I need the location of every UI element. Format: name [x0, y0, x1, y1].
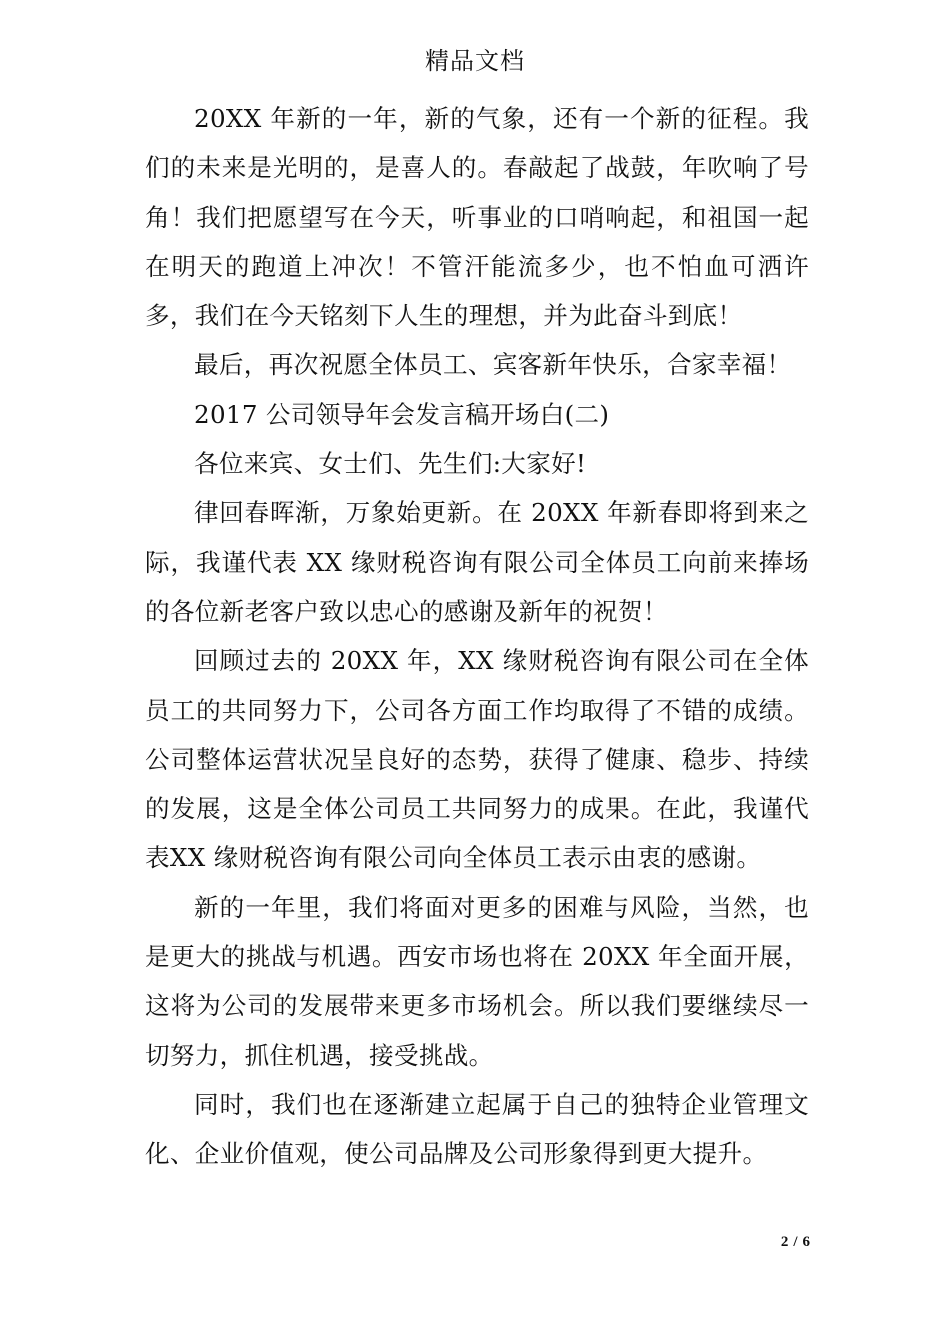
- section-heading: 2017 公司领导年会发言稿开场白(二): [194, 399, 610, 429]
- page-number: [720, 1232, 810, 1252]
- paragraph: 同时，我们也在逐渐建立起属于自己的独特企业管理文化、企业价值观，使公司品牌及公司形象得到更大提升。: [145, 1089, 809, 1169]
- current-page: 2: [780, 1234, 789, 1250]
- greeting: 各位来宾、女士们、先生们:大家好!: [194, 449, 587, 479]
- paragraph: 新的一年里，我们将面对更多的困难与风险，当然，也是更大的挑战与机遇。西安市场也将在 20XX 年全面开展，这将为公司的发展带来更多市场机会。所以我们要继续尽一切努力，抓住机遇，接受挑战。: [145, 892, 809, 1070]
- document-body: [145, 94, 809, 1179]
- page-separator: /: [793, 1234, 798, 1250]
- paragraph: 回顾过去的 20XX 年，XX 缘财税咨询有限公司在全体员工的共同努力下，公司各方面工作均取得了不错的成绩。公司整体运营状况呈良好的态势，获得了健康、稳步、持续的发展，这是全体公司员工共同努力的成果。在此，我谨代表XX 缘财税咨询有限公司向全体员工表示由衷的感谢。: [145, 646, 809, 873]
- total-pages: 6: [802, 1234, 810, 1250]
- page-header: 精品文档: [425, 47, 525, 75]
- paragraph: 20XX 年新的一年，新的气象，还有一个新的征程。我们的未来是光明的，是喜人的。春敲起了战鼓，年吹响了号角！我们把愿望写在今天，听事业的口哨响起，和祖国一起在明天的跑道上冲次！不管汗能流多少，也不怕血可洒许多，我们在今天铭刻下人生的理想，并为此奋斗到底！: [145, 104, 809, 331]
- paragraph: 律回春晖渐，万象始更新。在 20XX 年新春即将到来之际，我谨代表 XX 缘财税咨询有限公司全体员工向前来捧场的各位新老客户致以忠心的感谢及新年的祝贺！: [145, 498, 809, 626]
- paragraph: 最后，再次祝愿全体员工、宾客新年快乐，合家幸福！: [194, 350, 792, 380]
